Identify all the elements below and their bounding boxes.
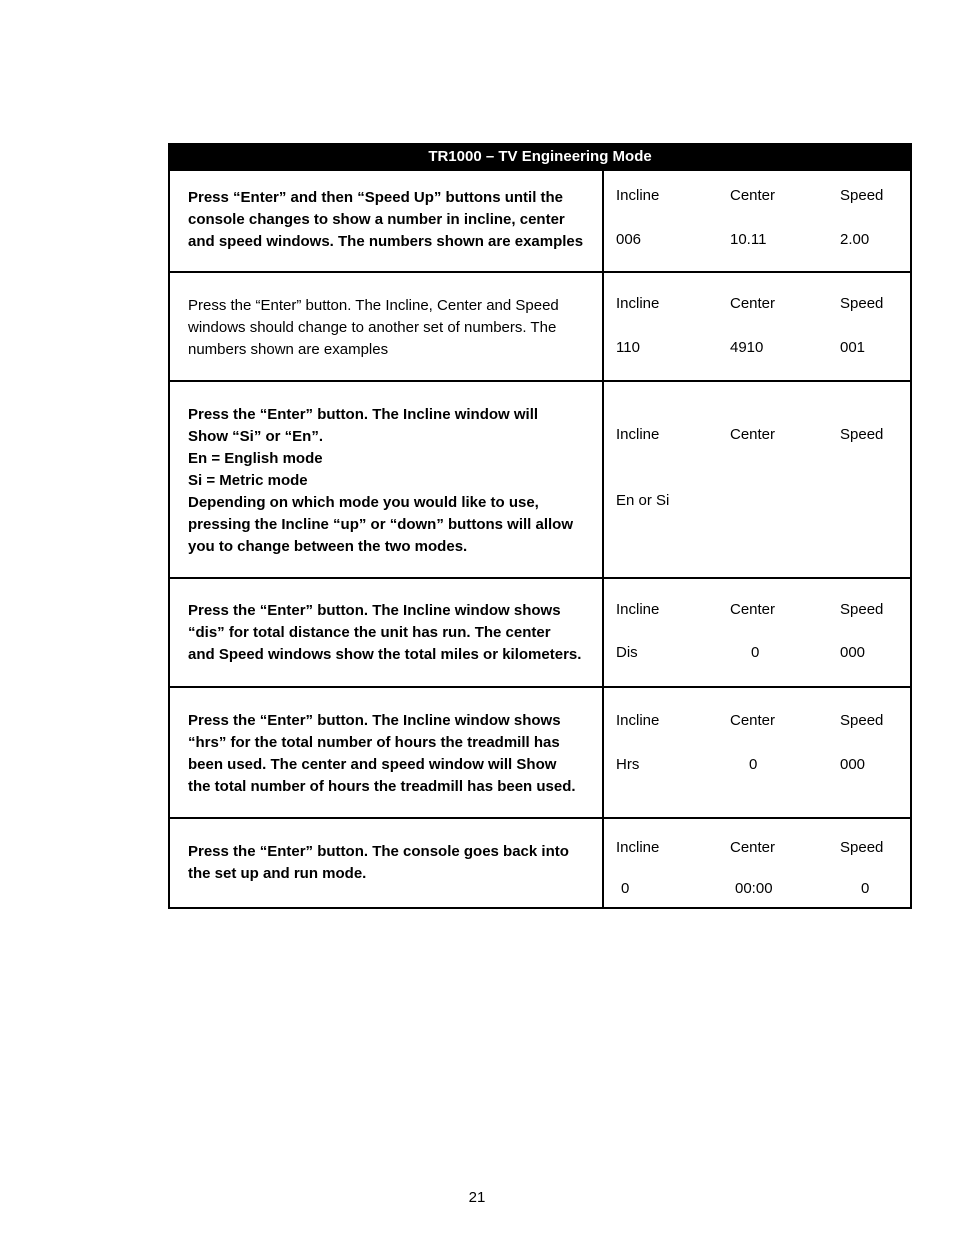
speed-value: 001 — [840, 339, 866, 356]
instruction-line: “hrs” for the total number of hours the treadmill has — [188, 734, 560, 751]
table-title: TR1000 – TV Engineering Mode — [169, 144, 911, 170]
instruction-line: been used. The center and speed window will Show — [188, 756, 557, 773]
instruction-line: the total number of hours the treadmill has been used. — [188, 778, 576, 795]
center-value: 0 — [751, 644, 760, 661]
speed-value: 000 — [840, 644, 866, 661]
center-value: 4910 — [730, 339, 764, 356]
speed-header: Speed — [840, 426, 884, 443]
table-row — [169, 687, 911, 818]
instruction-line: Si = Metric mode — [188, 472, 308, 489]
instruction-line: and speed windows. The numbers shown are examples — [188, 233, 584, 250]
instruction-line: pressing the Incline “up” or “down” buttons will allow — [188, 516, 574, 533]
instruction-line: the set up and run mode. — [188, 865, 367, 882]
center-value: 0 — [749, 756, 758, 773]
display-values-cell — [603, 272, 911, 381]
speed-value: 000 — [840, 756, 866, 773]
instruction-line: Depending on which mode you would like to use, — [188, 494, 539, 511]
incline-header: Incline — [616, 426, 660, 443]
table-row — [169, 818, 911, 908]
instruction-cell — [169, 381, 603, 578]
speed-header: Speed — [840, 295, 884, 312]
instruction-line: you to change between the two modes. — [188, 538, 468, 555]
instruction-line: Press the “Enter” button. The Incline window will — [188, 406, 539, 423]
instruction-cell — [169, 578, 603, 687]
display-values-cell — [603, 381, 911, 578]
instruction-line: Press “Enter” and then “Speed Up” buttons until the — [188, 189, 564, 206]
incline-header: Incline — [616, 601, 660, 618]
instruction-line: numbers shown are examples — [188, 341, 389, 358]
speed-header: Speed — [840, 712, 884, 729]
incline-header: Incline — [616, 712, 660, 729]
display-values-cell — [603, 687, 911, 818]
page-number: 21 — [468, 1189, 486, 1206]
instruction-line: Press the “Enter” button. The console goes back into — [188, 843, 569, 860]
incline-header: Incline — [616, 839, 660, 856]
display-values-cell — [603, 578, 911, 687]
instruction-line: Press the “Enter” button. The Incline window shows — [188, 602, 561, 619]
incline-value: Dis — [616, 644, 638, 661]
speed-header: Speed — [840, 601, 884, 618]
table-row — [169, 381, 911, 578]
center-header: Center — [730, 295, 776, 312]
speed-header: Speed — [840, 839, 884, 856]
instruction-cell — [169, 818, 603, 908]
instruction-cell — [169, 170, 603, 272]
instruction-line: Show “Si” or “En”. — [188, 428, 324, 445]
center-header: Center — [730, 601, 776, 618]
instruction-cell — [169, 272, 603, 381]
speed-header: Speed — [840, 187, 884, 204]
center-value: 00:00 — [735, 880, 773, 897]
display-values-cell — [603, 170, 911, 272]
table-row — [169, 272, 911, 381]
instruction-line: windows should change to another set of numbers. The — [188, 319, 557, 336]
incline-value: 0 — [621, 880, 630, 897]
center-header: Center — [730, 839, 776, 856]
instruction-line: Press the “Enter” button. The Incline window shows — [188, 712, 561, 729]
instruction-line: “dis” for total distance the unit has run. The center — [188, 624, 551, 641]
display-values-cell — [603, 818, 911, 908]
instruction-line: Press the “Enter” button. The Incline, Center and Speed — [188, 297, 559, 314]
instruction-line: En = English mode — [188, 450, 323, 467]
instruction-cell — [169, 687, 603, 818]
instruction-line: and Speed windows show the total miles or kilometers. — [188, 646, 582, 663]
incline-value: 110 — [616, 339, 640, 356]
speed-value: 2.00 — [840, 231, 870, 248]
incline-value: Hrs — [616, 756, 640, 773]
table-header-row — [169, 144, 911, 170]
table-row — [169, 170, 911, 272]
instruction-line: console changes to show a number in incline, center — [188, 211, 565, 228]
engineering-mode-table — [168, 143, 912, 909]
center-header: Center — [730, 426, 776, 443]
speed-value: 0 — [861, 880, 870, 897]
incline-header: Incline — [616, 295, 660, 312]
incline-value: 006 — [616, 231, 642, 248]
center-value: 10.11 — [730, 231, 767, 248]
table-row — [169, 578, 911, 687]
center-header: Center — [730, 187, 776, 204]
incline-header: Incline — [616, 187, 660, 204]
incline-value: En or Si — [616, 492, 670, 509]
center-header: Center — [730, 712, 776, 729]
